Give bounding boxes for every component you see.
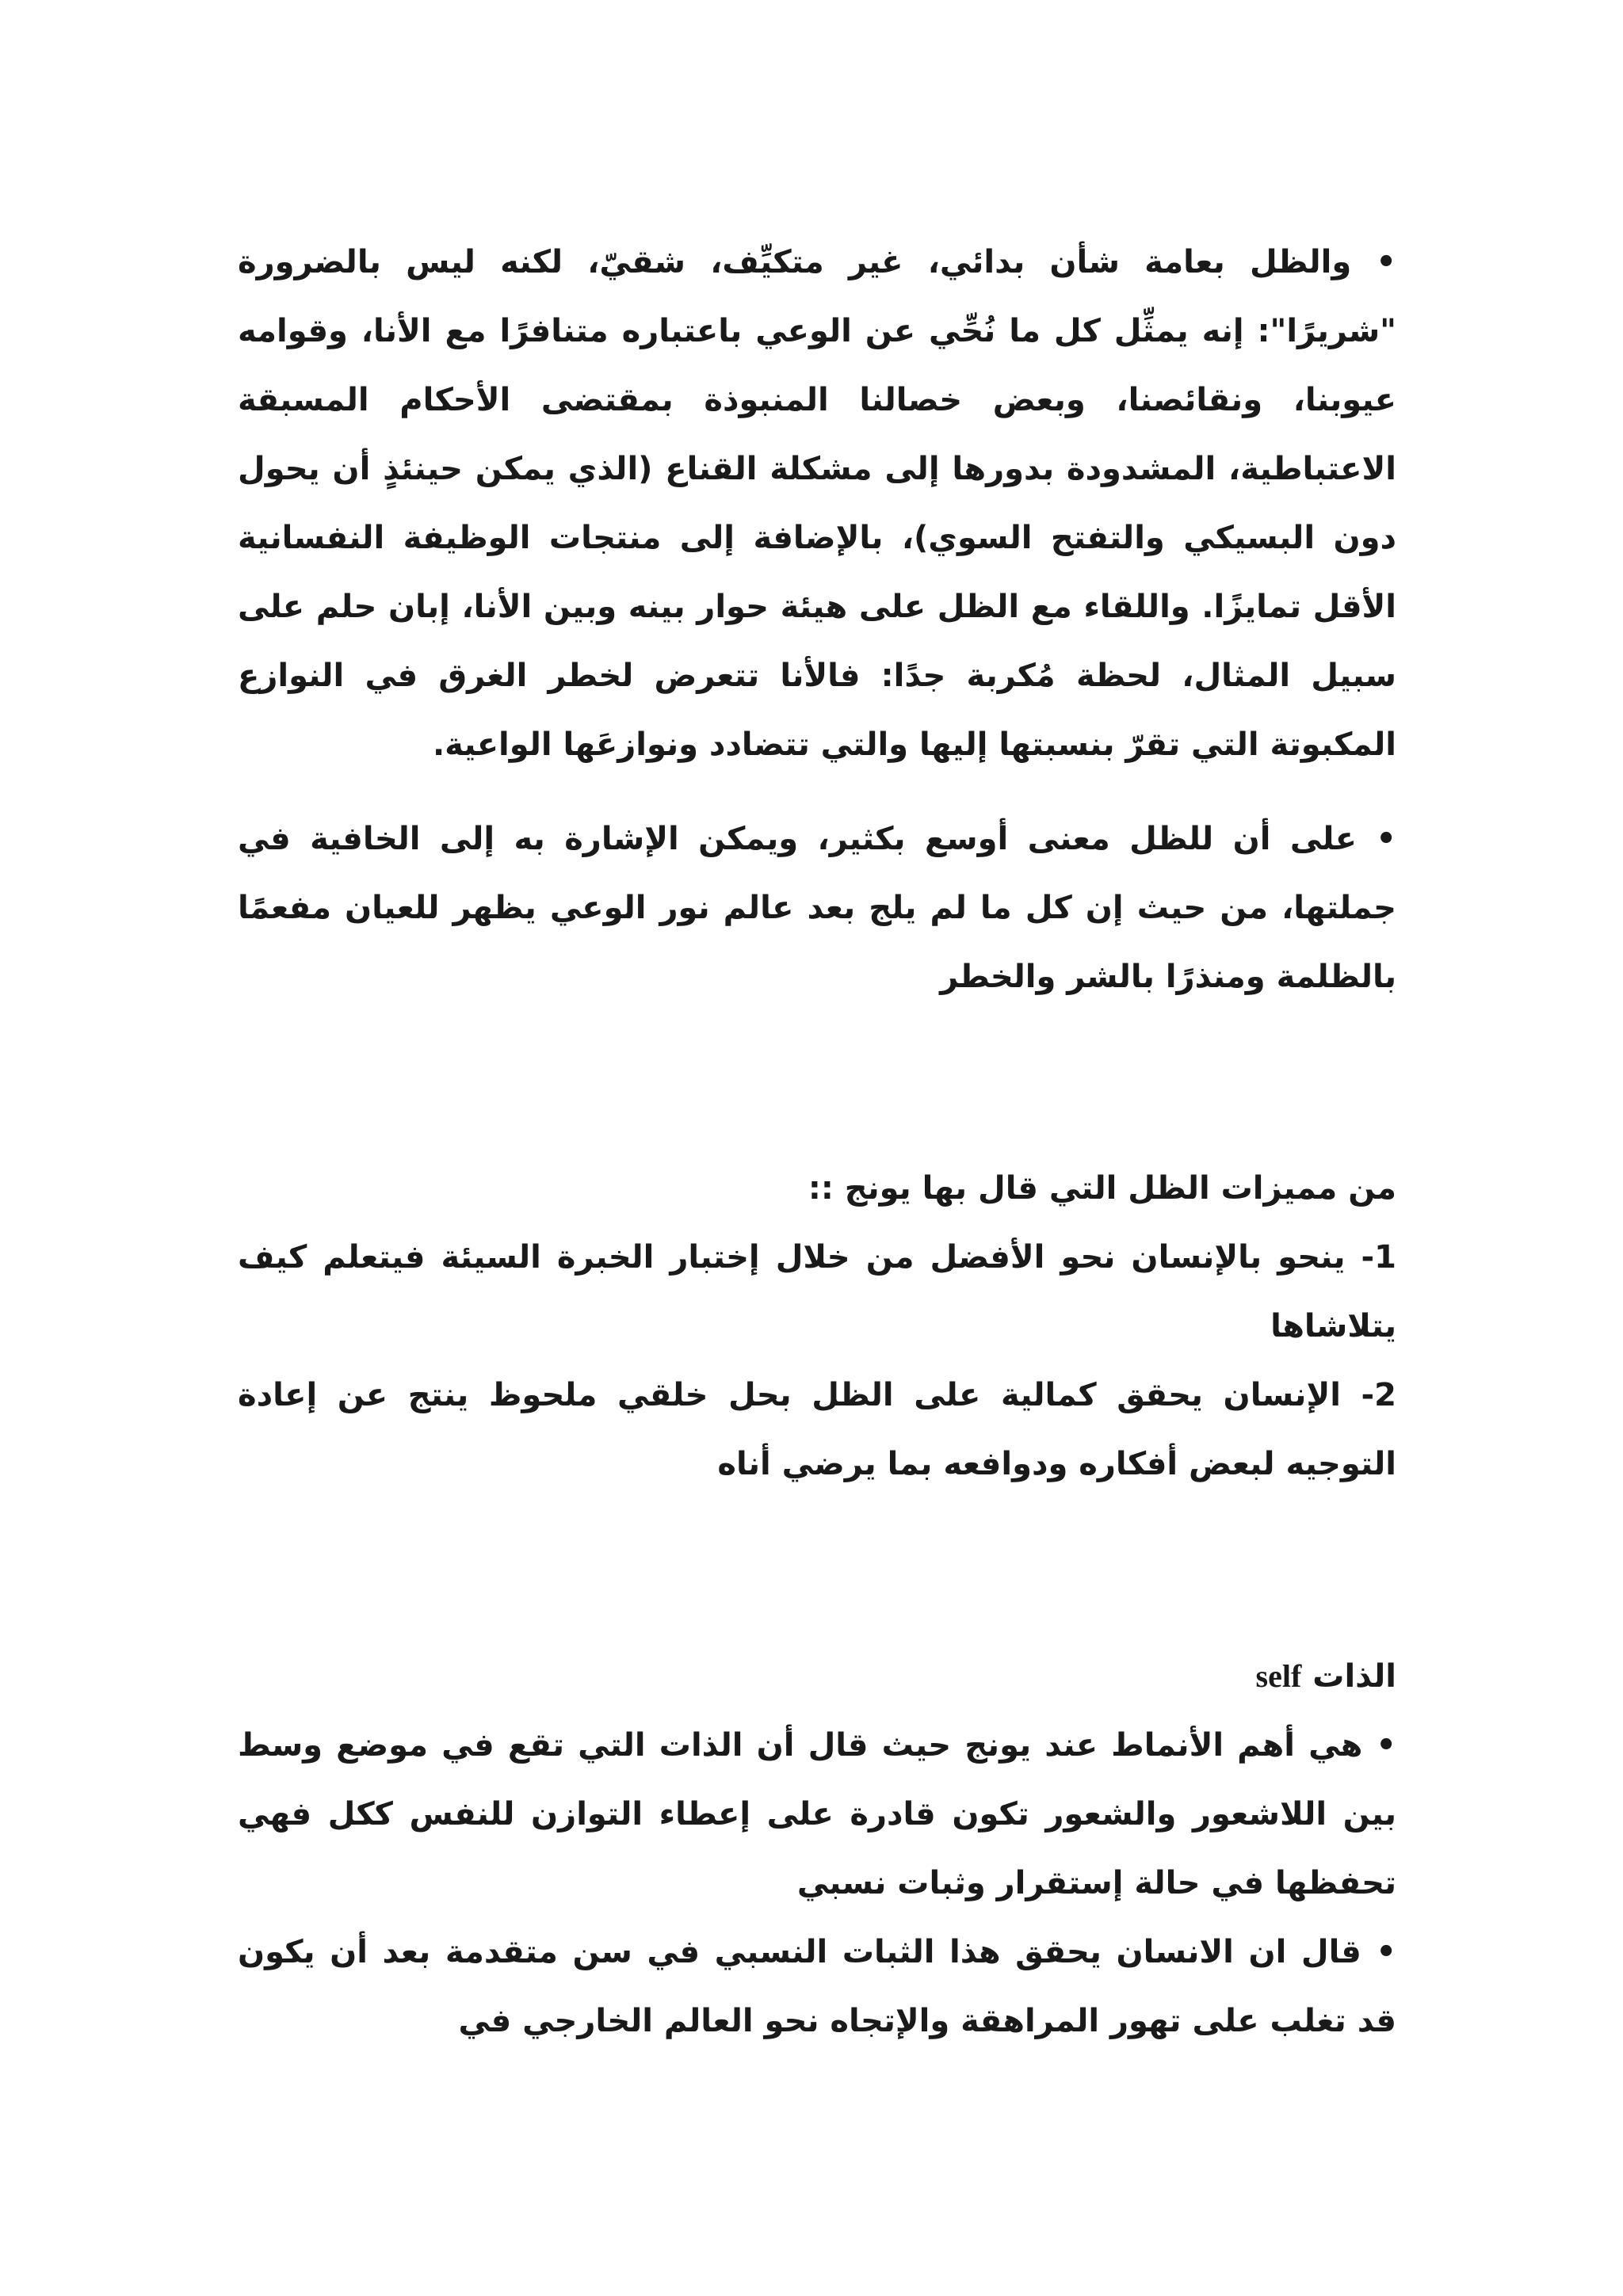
self-paragraph-1: • هي أهم الأنماط عند يونج حيث قال أن الذات التي تقع في موضع وسط بين اللاشعور والشعور تكون قادرة على إعطاء التوازن للنفس ككل فهي تحفظها في حالة إستقرار وثبات نسبي bbox=[238, 1727, 1396, 1901]
self-heading-arabic: الذات bbox=[1312, 1658, 1396, 1695]
document-page bbox=[238, 228, 1396, 2056]
shadow-paragraph-1: • والظل بعامة شأن بدائي، غير متكيِّف، شقيّ، لكنه ليس بالضرورة "شريرًا": إنه يمثِّل كل ما نُحِّي عن الوعي باعتباره متنافرًا مع الأنا، وقوامه عيوبنا، ونقائصنا، وبعض خصالنا المنبوذة بمقتضى الأحكام المسبقة الاعتباطية، المشدودة بدورها إلى مشكلة القناع (الذي يمكن حينئذٍ أن يحول دون البسيكي والتفتح السوي)، بالإضافة إلى منتجات الوظيفة النفسانية الأقل تمايزًا. واللقاء مع الظل على هيئة حوار بينه وبين الأنا، إبان حلم على سبيل المثال، لحظة مُكربة جدًا: فالأنا تتعرض لخطر الغرق في النوازع المكبوتة التي تقرّ بنسبتها إليها والتي تتضادد ونوازعَها الواعية. bbox=[238, 244, 1396, 763]
feature-item-2: 2- الإنسان يحقق كمالية على الظل بحل خلقي ملحوظ ينتج عن إعادة التوجيه لبعض أفكاره ودوافعه بما يرضي أناه bbox=[238, 1377, 1396, 1482]
features-heading: من مميزات الظل التي قال بها يونج :: bbox=[808, 1170, 1396, 1207]
self-heading bbox=[238, 1642, 1396, 1711]
self-paragraph-2: • قال ان الانسان يحقق هذا الثبات النسبي في سن متقدمة بعد أن يكون قد تغلب على تهور المراهقة والإتجاه نحو العالم الخارجي في bbox=[238, 1934, 1396, 2039]
spacer bbox=[238, 1499, 1396, 1642]
spacer bbox=[238, 780, 1396, 805]
spacer bbox=[238, 1012, 1396, 1154]
feature-item-1: 1- ينحو بالإنسان نحو الأفضل من خلال إختبار الخبرة السيئة فيتعلم كيف يتلاشاها bbox=[238, 1239, 1396, 1344]
shadow-paragraph-2: • على أن للظل معنى أوسع بكثير، ويمكن الإشارة به إلى الخافية في جملتها، من حيث إن كل ما لم يلج بعد عالم نور الوعي يظهر للعيان مفعمًا بالظلمة ومنذرًا بالشر والخطر bbox=[238, 821, 1396, 995]
self-heading-english: self bbox=[1255, 1658, 1302, 1694]
